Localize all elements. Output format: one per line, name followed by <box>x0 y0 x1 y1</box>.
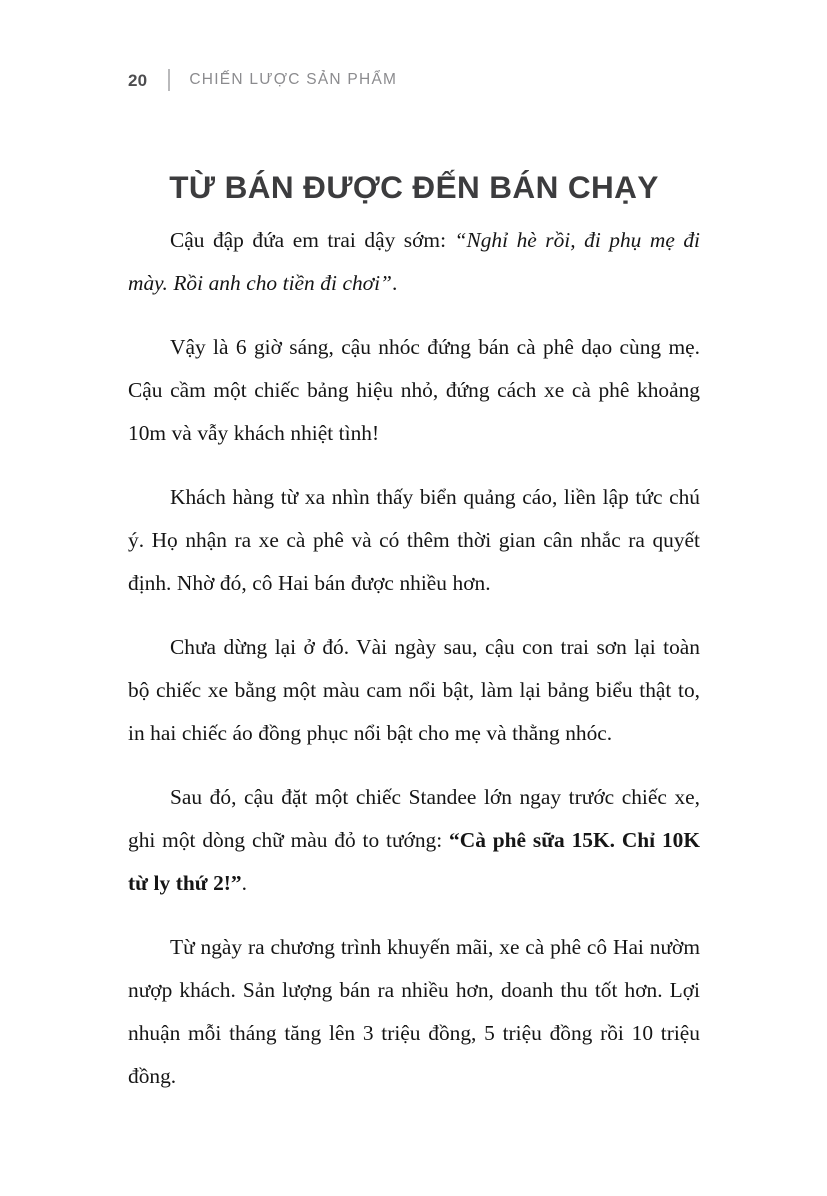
vertical-rule-divider-icon <box>168 69 170 91</box>
paragraph <box>128 926 700 1098</box>
body-text-column <box>128 219 700 1098</box>
paragraph <box>128 219 700 305</box>
text-run: . <box>391 271 398 295</box>
chapter-title: TỪ BÁN ĐƯỢC ĐẾN BÁN CHẠY <box>169 169 659 206</box>
book-section-title: CHIẾN LƯỢC SẢN PHẨM <box>189 71 398 89</box>
paragraph <box>128 326 700 455</box>
text-run: Vậy là 6 giờ sáng, cậu nhóc đứng bán cà phê dạo cùng mẹ. Cậu cầm một chiếc bảng hiệu nhỏ, đứng cách xe cà phê khoảng 10m và vẫy khách nhiệt tình! <box>128 335 700 445</box>
text-run: Sau đó, cậu đặt một chiếc Standee lớn ngay trước chiếc xe, ghi một dòng chữ màu đỏ to tướng: <box>128 785 700 852</box>
paragraph <box>128 626 700 755</box>
text-run: Cậu đập đứa em trai dậy sớm: <box>170 228 455 252</box>
paragraph <box>128 776 700 905</box>
italic-run: “Nghỉ hè rồi, đi phụ mẹ đi mày. Rồi anh cho tiền đi chơi” <box>128 228 700 295</box>
text-run: Từ ngày ra chương trình khuyến mãi, xe cà phê cô Hai nườm nượp khách. Sản lượng bán ra nhiều hơn, doanh thu tốt hơn. Lợi nhuận mỗi tháng tăng lên 3 triệu đồng, 5 triệu đồng rồi 10 triệu đồng. <box>128 935 700 1088</box>
running-header <box>128 66 397 94</box>
text-run: Khách hàng từ xa nhìn thấy biển quảng cáo, liền lập tức chú ý. Họ nhận ra xe cà phê và có thêm thời gian cân nhắc ra quyết định. Nhờ đó, cô Hai bán được nhiều hơn. <box>128 485 700 595</box>
text-run: Chưa dừng lại ở đó. Vài ngày sau, cậu con trai sơn lại toàn bộ chiếc xe bằng một màu cam nổi bật, làm lại bảng biểu thật to, in hai chiếc áo đồng phục nổi bật cho mẹ và thằng nhóc. <box>128 635 700 745</box>
text-run: . <box>241 871 247 895</box>
paragraph <box>128 476 700 605</box>
bold-run: “Cà phê sữa 15K. Chỉ 10K từ ly thứ 2!” <box>128 828 700 895</box>
page-number: 20 <box>128 70 148 90</box>
